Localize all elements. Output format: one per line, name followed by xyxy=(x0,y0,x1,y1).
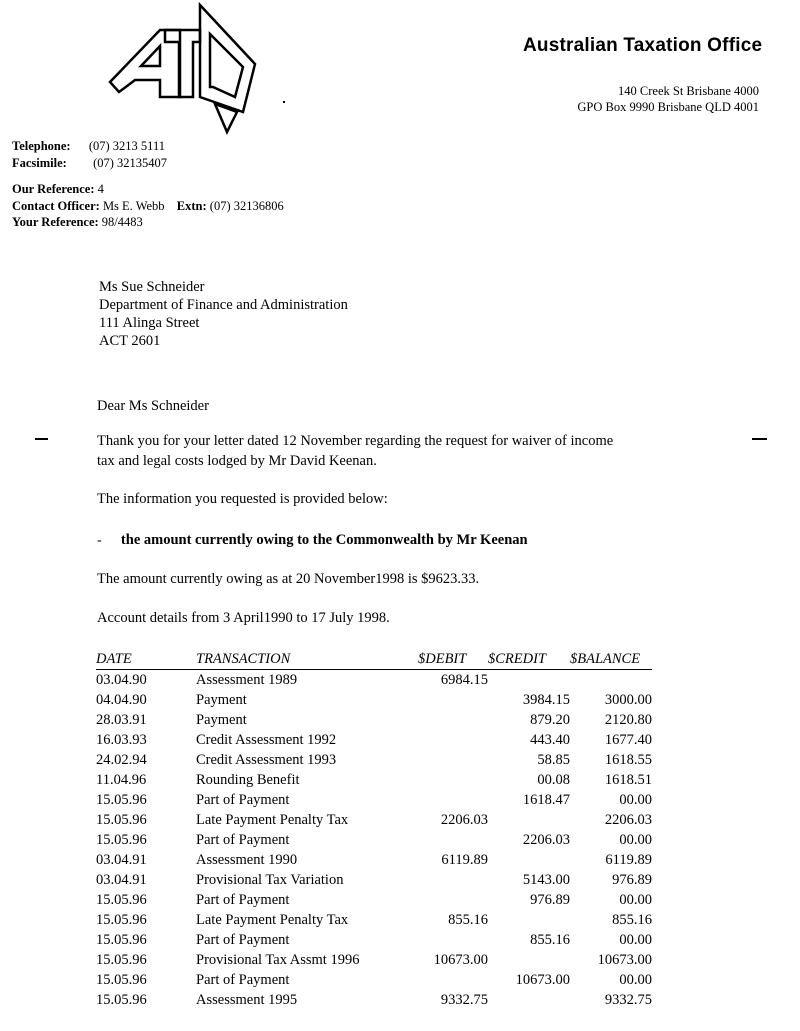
cell-balance: 00.00 xyxy=(619,832,652,848)
cell-transaction: Part of Payment xyxy=(196,932,290,948)
cell-transaction: Payment xyxy=(196,692,247,708)
table-row xyxy=(96,890,652,910)
cell-credit: 2206.03 xyxy=(522,832,570,848)
facsimile-value: (07) 32135407 xyxy=(93,156,168,170)
salutation: Dear Ms Schneider xyxy=(97,398,209,414)
recipient-street: 111 Alinga Street xyxy=(99,315,200,331)
amount-owing: The amount currently owing as at 20 November1998 is $9623.33. xyxy=(97,571,480,587)
table-row xyxy=(96,830,652,850)
cell-credit: 58.85 xyxy=(537,752,570,768)
cell-balance: 3000.00 xyxy=(604,692,652,708)
cell-transaction: Part of Payment xyxy=(196,832,290,848)
your-reference-value: 98/4483 xyxy=(101,215,143,229)
cell-balance: 6119.89 xyxy=(605,852,652,868)
extn-value: (07) 32136806 xyxy=(209,199,284,213)
cell-balance: 10673.00 xyxy=(597,952,652,968)
cell-credit: 5143.00 xyxy=(522,872,570,888)
cell-transaction: Assessment 1989 xyxy=(196,672,298,688)
item-heading-line xyxy=(97,532,528,549)
cell-date: 16.03.93 xyxy=(96,732,147,748)
header-date: DATE xyxy=(96,650,196,670)
telephone-line xyxy=(12,138,165,154)
account-period: Account details from 3 April1990 to 17 July 1998. xyxy=(97,610,390,626)
table-row xyxy=(96,770,652,790)
cell-date: 15.05.96 xyxy=(96,892,147,908)
header-debit: $DEBIT xyxy=(418,650,488,670)
cell-balance: 1618.51 xyxy=(604,772,652,788)
table-row xyxy=(96,730,652,750)
table-body xyxy=(96,670,652,1011)
cell-balance: 2206.03 xyxy=(604,812,652,828)
table-row xyxy=(96,690,652,710)
cell-date: 04.04.90 xyxy=(96,692,147,708)
cell-debit: 9332.75 xyxy=(440,992,488,1008)
cell-date: 03.04.91 xyxy=(96,872,147,888)
cell-balance: 1618.55 xyxy=(604,752,652,768)
table-row xyxy=(96,930,652,950)
postal-address: GPO Box 9990 Brisbane QLD 4001 xyxy=(577,100,759,114)
cell-balance: 00.00 xyxy=(619,792,652,808)
cell-transaction: Credit Assessment 1992 xyxy=(196,732,337,748)
cell-transaction: Late Payment Penalty Tax xyxy=(196,912,349,928)
contact-officer-value: Ms E. Webb xyxy=(102,199,165,213)
extn-label: Extn: xyxy=(176,199,207,213)
contact-officer-label: Contact Officer: xyxy=(12,199,100,213)
cell-balance: 00.00 xyxy=(619,972,652,988)
contact-officer-line xyxy=(12,198,284,214)
cell-debit xyxy=(418,710,488,730)
cell-date: 03.04.91 xyxy=(96,852,147,868)
paragraph-1-line-1: Thank you for your letter dated 12 November regarding the request for waiver of income xyxy=(97,433,614,449)
table-row xyxy=(96,710,652,730)
cell-debit: 6119.89 xyxy=(441,852,488,868)
cell-debit xyxy=(418,970,488,990)
table-row xyxy=(96,810,652,830)
cell-balance: 00.00 xyxy=(619,892,652,908)
cell-date: 15.05.96 xyxy=(96,912,147,928)
our-reference-line xyxy=(12,181,104,197)
cell-balance: 1677.40 xyxy=(604,732,652,748)
cell-transaction: Assessment 1995 xyxy=(196,992,298,1008)
cell-transaction: Rounding Benefit xyxy=(196,772,300,788)
cell-debit xyxy=(418,830,488,850)
cell-date: 15.05.96 xyxy=(96,832,147,848)
cell-debit: 6984.15 xyxy=(440,672,488,688)
table-row xyxy=(96,750,652,770)
cell-credit: 3984.15 xyxy=(522,692,570,708)
cell-date: 15.05.96 xyxy=(96,932,147,948)
cell-credit xyxy=(488,810,570,830)
facsimile-line xyxy=(12,155,167,171)
table-row xyxy=(96,990,652,1010)
cell-debit xyxy=(418,690,488,710)
cell-transaction: Part of Payment xyxy=(196,792,290,808)
facsimile-label: Facsimile: xyxy=(12,156,67,170)
cell-credit: 1618.47 xyxy=(522,792,570,808)
item-dash: - xyxy=(97,533,102,548)
scan-speck xyxy=(283,101,285,103)
cell-debit xyxy=(418,930,488,950)
cell-date: 15.05.96 xyxy=(96,812,147,828)
cell-debit xyxy=(418,730,488,750)
paragraph-2: The information you requested is provided below: xyxy=(97,491,388,507)
margin-mark-left xyxy=(35,438,48,440)
street-address: 140 Creek St Brisbane 4000 xyxy=(618,84,759,98)
cell-credit xyxy=(488,990,570,1010)
paragraph-1-line-2: tax and legal costs lodged by Mr David Keenan. xyxy=(97,453,377,469)
cell-transaction: Assessment 1990 xyxy=(196,852,298,868)
table-row xyxy=(96,910,652,930)
organisation-name: Australian Taxation Office xyxy=(523,35,763,56)
table-row xyxy=(96,670,652,691)
recipient-address xyxy=(99,278,348,350)
recipient-locality: ACT 2601 xyxy=(99,333,161,349)
cell-transaction: Provisional Tax Assmt 1996 xyxy=(196,952,360,968)
header-balance: $BALANCE xyxy=(570,650,652,670)
cell-date: 15.05.96 xyxy=(96,792,147,808)
cell-transaction: Part of Payment xyxy=(196,972,290,988)
cell-debit xyxy=(418,870,488,890)
cell-credit xyxy=(488,950,570,970)
cell-debit xyxy=(418,790,488,810)
cell-transaction: Late Payment Penalty Tax xyxy=(196,812,349,828)
telephone-value: (07) 3213 5111 xyxy=(88,139,165,153)
item-heading: the amount currently owing to the Commonwealth by Mr Keenan xyxy=(120,532,528,548)
cell-credit: 443.40 xyxy=(530,732,570,748)
table-row xyxy=(96,970,652,990)
table-row xyxy=(96,950,652,970)
cell-credit xyxy=(488,910,570,930)
table-row xyxy=(96,790,652,810)
cell-credit: 976.89 xyxy=(530,892,570,908)
cell-credit xyxy=(488,850,570,870)
cell-transaction: Part of Payment xyxy=(196,892,290,908)
recipient-department: Department of Finance and Administration xyxy=(99,297,348,313)
cell-date: 15.05.96 xyxy=(96,992,147,1008)
cell-date: 11.04.96 xyxy=(96,772,147,788)
cell-debit xyxy=(418,770,488,790)
cell-credit xyxy=(488,670,570,691)
account-table xyxy=(96,650,652,1010)
cell-date: 28.03.91 xyxy=(96,712,147,728)
cell-debit: 855.16 xyxy=(448,912,488,928)
cell-credit: 00.08 xyxy=(537,772,570,788)
our-reference-label: Our Reference: xyxy=(12,182,95,196)
ato-logo-icon xyxy=(105,2,265,137)
cell-credit: 10673.00 xyxy=(515,972,570,988)
telephone-label: Telephone: xyxy=(12,139,71,153)
cell-transaction: Credit Assessment 1993 xyxy=(196,752,337,768)
cell-transaction: Provisional Tax Variation xyxy=(196,872,344,888)
cell-debit xyxy=(418,890,488,910)
cell-date: 15.05.96 xyxy=(96,952,147,968)
cell-debit: 2206.03 xyxy=(440,812,488,828)
cell-credit: 855.16 xyxy=(530,932,570,948)
cell-date: 03.04.90 xyxy=(96,672,147,688)
cell-transaction: Payment xyxy=(196,712,247,728)
table-row xyxy=(96,870,652,890)
header-credit: $CREDIT xyxy=(488,650,570,670)
margin-mark-right xyxy=(752,438,767,440)
table-row xyxy=(96,850,652,870)
cell-date: 24.02.94 xyxy=(96,752,147,768)
cell-balance xyxy=(570,670,652,691)
cell-balance: 2120.80 xyxy=(604,712,652,728)
cell-date: 15.05.96 xyxy=(96,972,147,988)
cell-credit: 879.20 xyxy=(530,712,570,728)
our-reference-value: 4 xyxy=(97,182,104,196)
cell-balance: 9332.75 xyxy=(604,992,652,1008)
cell-balance: 855.16 xyxy=(612,912,652,928)
table-header-row xyxy=(96,650,652,670)
cell-debit xyxy=(418,750,488,770)
cell-balance: 976.89 xyxy=(612,872,652,888)
your-reference-line xyxy=(12,214,143,230)
header-transaction: TRANSACTION xyxy=(196,650,418,670)
cell-debit: 10673.00 xyxy=(433,952,488,968)
cell-balance: 00.00 xyxy=(619,932,652,948)
your-reference-label: Your Reference: xyxy=(12,215,99,229)
recipient-name: Ms Sue Schneider xyxy=(99,279,205,295)
